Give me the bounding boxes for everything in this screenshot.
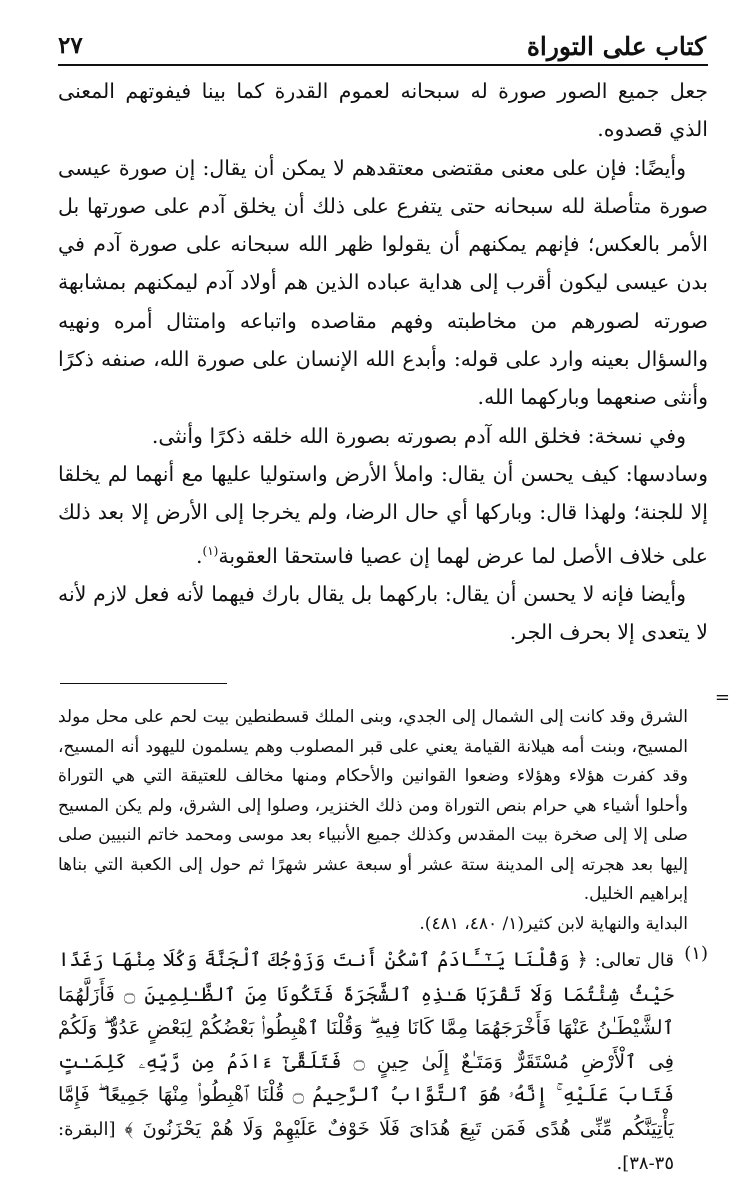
- paragraph-4: وسادسها: كيف يحسن أن يقال: واملأ الأرض واستوليا عليها مع أنهما لم يخلقا إلا للجنة؛ ولهذا قال: وباركها أي حال الرضا، ولم يخرجا إلى الأرض إلا بعد ذلك على خلاف الأصل لما عرض لهما إن عصيا فاستحقا العقوبة$^{(١)}$.: [58, 461, 708, 568]
- footnote-separator: [58, 651, 730, 709]
- book-title: كتاب على التوراة: [526, 32, 706, 61]
- footnote-continued-text: الشرق وقد كانت إلى الشمال إلى الجدي، وبنى الملك قسطنطين بيت لحم على محل مولد المسيح، وبنت أمه هيلانة القيامة يعني على قبر المصلوب وهم يسلمون لليهود أنه المسيح، وقد كفرت هؤلاء وهؤلاء وضعوا القوانين والأحكام ومنها مخالف للعتيقة التي هي التوراة وأحلوا أشياء هي حرام بنص التوراة ومن ذلك الخنزير، وصلوا إلى الشرق، ولم يكن المسيح صلى إلا إلى صخرة بيت المقدس وكذلك جميع الأنبياء بعد موسى ومحمد خاتم النبيين صلى إليها بعد هجرته إلى المدينة ستة عشر أو سبعة عشر شهرًا ثم حول إلى الكعبة التي بناها إبراهيم الخليل.: [58, 707, 688, 905]
- footnotes: [58, 703, 708, 1181]
- footnote-reference: (١): [202, 543, 219, 558]
- main-text: [58, 72, 708, 651]
- footnote-1-intro: قال تعالى:: [594, 950, 674, 972]
- paragraph-3: وفي نسخة: فخلق الله آدم بصورته بصورة الله خلقه ذكرًا وأنثى.: [151, 423, 686, 448]
- paragraph-2: وأيضًا: فإن على معنى مقتضى معتقدهم لا يمكن أن يقال: إن صورة عيسى صورة متأصلة لله سبحانه حتى يتفرع على ذلك أن يخلق آدم على صورتها بل الأمر بالعكس؛ فإنهم يمكنهم أن يقولوا ظهر الله سبحانه على صورة آدم في بدن عيسى ليكون أقرب إلى هداية عباده الذين هم أولاد آدم ليمكنهم بمشابهة صورته لصورهم من مخاطبته وفهم مقاصده واتباعه وامتثال أمره ونهيه والسؤال بعينه وارد على قوله: وأبدع الله الإنسان على صورة الله، صنفه ذكرًا وأنثى صنعهما وباركهما الله.: [58, 155, 708, 410]
- paragraph-1: جعل جميع الصور صورة له سبحانه لعموم القدرة كما بينا فيفوتهم المعنى الذي قصدوه.: [58, 79, 708, 142]
- footnote-source: البداية والنهاية لابن كثير(١/ ٤٨٠، ٤٨١).: [419, 913, 688, 934]
- continuation-mark: =: [714, 687, 730, 709]
- footnote-1-number: (١): [684, 943, 708, 965]
- footnote-1-body: [58, 943, 708, 1181]
- separator-rule: [60, 683, 227, 684]
- paragraph-5: وأيضا فإنه لا يحسن أن يقال: باركهما بل يقال بارك فيهما لأنه فعل لازم لأنه لا يتعدى إلا بحرف الجر.: [58, 581, 708, 644]
- quran-reference: [البقرة: ٣٥-٣٨].: [58, 1118, 674, 1175]
- footnote-1: [58, 943, 708, 1181]
- page: [58, 28, 730, 1181]
- quran-verses: ﴿ وَقُلْنَا يَـٰٓـَٔادَمُ ٱسْكُنْ أَنتَ وَزَوْجُكَ ٱلْجَنَّةَ وَكُلَا مِنْهَا رَغَدًا حَيْثُ شِئْتُمَا وَلَا تَقْرَبَا هَـٰذِهِ ٱلشَّجَرَةَ فَتَكُونَا مِنَ ٱلظَّـٰلِمِينَ ۝ فَأَزَلَّهُمَا ٱلشَّيْطَـٰنُ عَنْهَا فَأَخْرَجَهُمَا مِمَّا كَانَا فِيهِ ۖ وَقُلْنَا ٱهْبِطُوا۟ بَعْضُكُمْ لِبَعْضٍ عَدُوٌّ ۖ وَلَكُمْ فِى ٱلْأَرْضِ مُسْتَقَرٌّ وَمَتَـٰعٌ إِلَىٰ حِينٍ ۝ فَتَلَقَّىٰٓ ءَادَمُ مِن رَّبِّهِۦ كَلِمَـٰتٍ فَتَابَ عَلَيْهِ ۚ إِنَّهُۥ هُوَ ٱلتَّوَّابُ ٱلرَّحِيمُ ۝ قُلْنَا ٱهْبِطُوا۟ مِنْهَا جَمِيعًا ۖ فَإِمَّا يَأْتِيَنَّكُم مِّنِّى هُدًى فَمَن تَبِعَ هُدَاىَ فَلَا خَوْفٌ عَلَيْهِمْ وَلَا هُمْ يَحْزَنُونَ ﴾: [58, 948, 675, 1140]
- paragraph-4-text: وسادسها: كيف يحسن أن يقال: واملأ الأرض واستوليا عليها مع أنهما لم يخلقا إلا للجنة؛ ولهذا قال: وباركها أي حال الرضا، ولم يخرجا إلى الأرض إلا بعد ذلك على خلاف الأصل لما عرض لهما إن عصيا فاستحقا العقوبة: [58, 461, 708, 568]
- page-header: [58, 28, 708, 66]
- page-number: ٢٧: [58, 32, 83, 59]
